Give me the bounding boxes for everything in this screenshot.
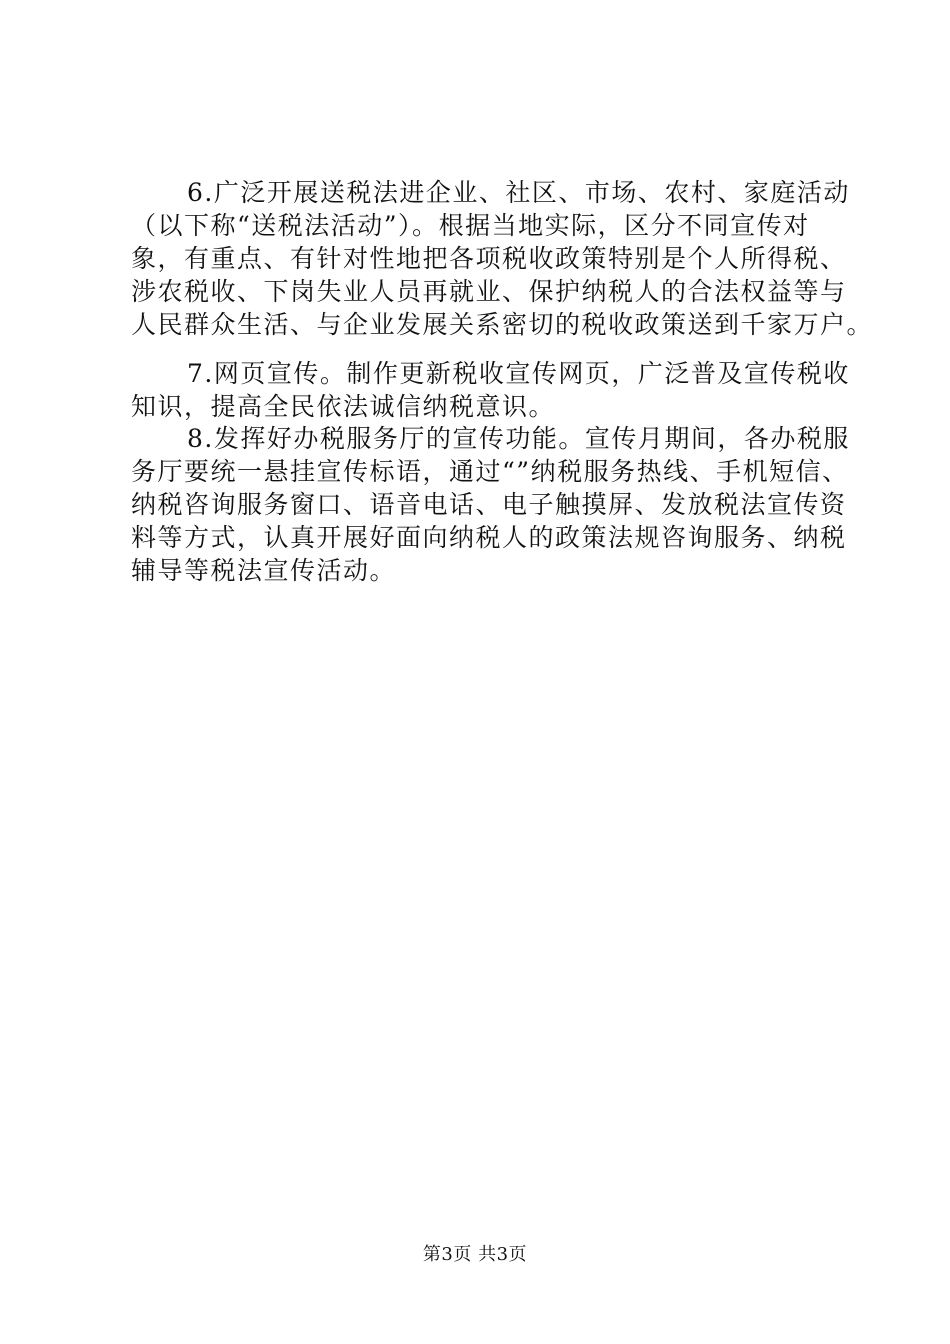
text-line: 辅导等税法宣传活动。	[131, 556, 397, 585]
text-line: 人民群众生活、与企业发展关系密切的税收政策送到千家万户。	[131, 310, 874, 339]
text-line: 6.广泛开展送税法进企业、社区、市场、农村、家庭活动	[187, 178, 850, 207]
paragraph-item-6	[131, 176, 874, 341]
paragraph-item-7	[131, 357, 851, 423]
text-line: 8.发挥好办税服务厅的宣传功能。宣传月期间，各办税服	[187, 424, 850, 453]
text-line: （以下称“送税法活动”）。根据当地实际，区分不同宣传对	[131, 211, 810, 240]
text-line: 务厅要统一悬挂宣传标语，通过“”纳税服务热线、手机短信、	[131, 457, 849, 486]
page-footer: 第3页 共3页	[422, 1244, 528, 1265]
text-line: 纳税咨询服务窗口、语音电话、电子触摸屏、发放税法宣传资	[131, 490, 847, 519]
text-line: 7.网页宣传。制作更新税收宣传网页，广泛普及宣传税收	[187, 359, 850, 388]
text-line: 涉农税收、下岗失业人员再就业、保护纳税人的合法权益等与	[131, 277, 847, 306]
text-line: 料等方式，认真开展好面向纳税人的政策法规咨询服务、纳税	[131, 523, 847, 552]
text-line: 知识，提高全民依法诚信纳税意识。	[131, 392, 556, 421]
paragraph-item-8	[131, 422, 851, 587]
text-line: 象，有重点、有针对性地把各项税收政策特别是个人所得税、	[131, 244, 847, 273]
